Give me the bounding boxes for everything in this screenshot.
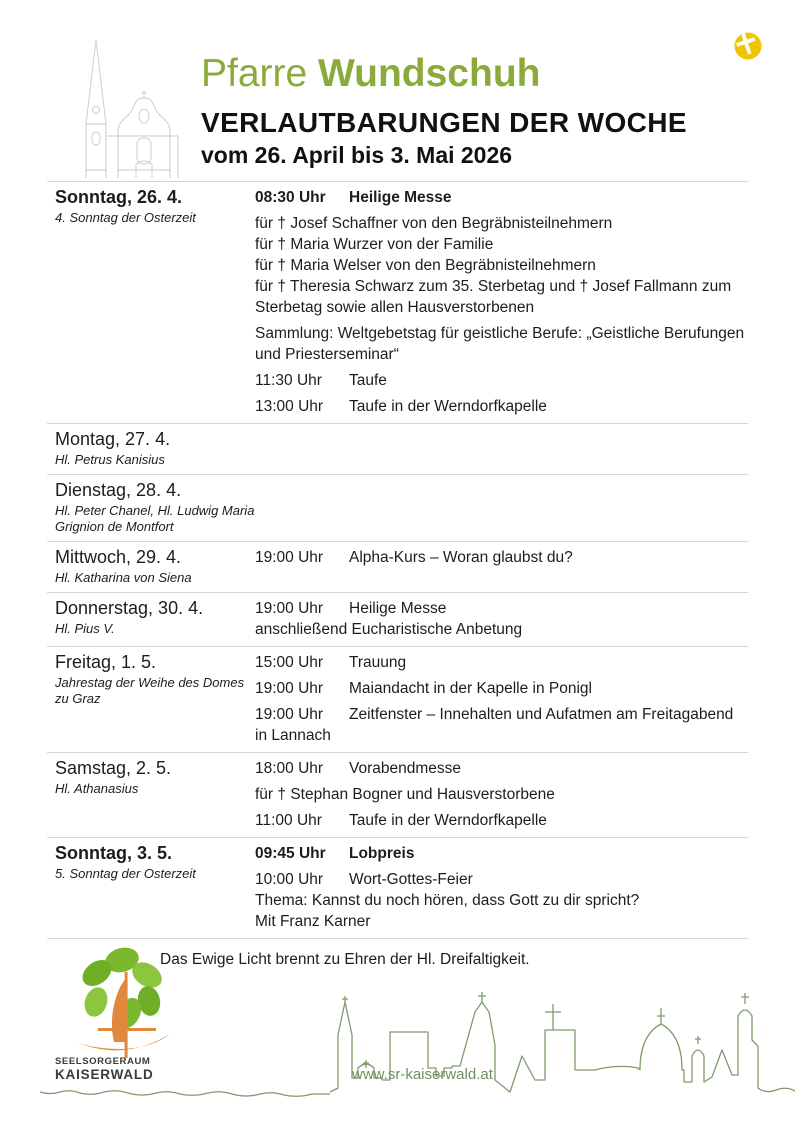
intention-line: für † Maria Wurzer von der Familie xyxy=(255,236,494,253)
day-column xyxy=(47,479,255,535)
event-entry xyxy=(255,187,748,208)
logo-line1: SEELSORGERAUM xyxy=(55,1056,151,1067)
day-date: Sonntag, 26. 4. xyxy=(55,187,183,207)
event-title: Taufe xyxy=(349,372,387,389)
day-row xyxy=(47,474,748,541)
event-time: 19:00 Uhr xyxy=(255,549,324,566)
event-entry xyxy=(255,810,748,831)
event-continuation-line: Thema: Kannst du noch hören, dass Gott zu dir spricht? xyxy=(255,892,640,909)
intention-line: für † Maria Welser von den Begräbnisteilnehmern xyxy=(255,257,596,274)
day-liturgical-note: 4. Sonntag der Osterzeit xyxy=(55,210,196,225)
day-date: Montag, 27. 4. xyxy=(55,429,171,449)
event-entry xyxy=(255,652,748,673)
day-column xyxy=(47,597,255,640)
event-title: Heilige Messe xyxy=(349,600,447,617)
day-row xyxy=(47,752,748,837)
day-row xyxy=(47,837,748,939)
church-line-drawing xyxy=(66,36,182,178)
intention-line: für † Josef Schaffner von den Begräbnisteilnehmern xyxy=(255,215,613,232)
event-entry xyxy=(255,758,748,779)
events-column xyxy=(255,546,748,586)
events-column xyxy=(255,757,748,831)
diocese-cross-icon xyxy=(731,29,765,63)
event-title: Vorabendmesse xyxy=(349,760,462,777)
event-time: 19:00 Uhr xyxy=(255,706,324,723)
event-time: 13:00 Uhr xyxy=(255,398,324,415)
day-date: Samstag, 2. 5. xyxy=(55,758,172,778)
event-time: 19:00 Uhr xyxy=(255,680,324,697)
intention-line: für † Stephan Bogner und Hausverstorbene xyxy=(255,786,555,803)
events-column xyxy=(255,428,748,468)
event-title: Heilige Messe xyxy=(349,189,452,206)
events-column xyxy=(255,186,748,417)
day-row xyxy=(47,423,748,474)
event-title: Trauung xyxy=(349,654,407,671)
event-title: Zeitfenster – Innehalten und Aufatmen am Freitagabend in Lannach xyxy=(255,706,734,744)
event-title: Maiandacht in der Kapelle in Ponigl xyxy=(349,680,592,697)
event-entry xyxy=(255,598,748,640)
event-time: 10:00 Uhr xyxy=(255,871,324,888)
day-column xyxy=(47,651,255,746)
events-column xyxy=(255,597,748,640)
parish-title xyxy=(201,52,687,96)
day-date: Freitag, 1. 5. xyxy=(55,652,157,672)
event-time: 19:00 Uhr xyxy=(255,600,324,617)
day-date: Dienstag, 28. 4. xyxy=(55,480,182,500)
event-title: Alpha-Kurs – Woran glaubst du? xyxy=(349,549,573,566)
website-url: www.sr-kaiserwald.at xyxy=(352,1066,493,1083)
day-liturgical-note: 5. Sonntag der Osterzeit xyxy=(55,866,196,881)
event-entry xyxy=(255,869,748,932)
parish-prefix: Pfarre xyxy=(201,52,319,95)
city-skyline-drawing xyxy=(0,980,795,1124)
event-entry xyxy=(255,547,748,568)
masthead xyxy=(201,52,687,168)
event-time: 11:30 Uhr xyxy=(255,372,322,389)
event-entry xyxy=(255,843,748,864)
events-column xyxy=(255,651,748,746)
events-column xyxy=(255,479,748,535)
event-title: Wort-Gottes-Feier xyxy=(349,871,473,888)
intention-line: Sammlung: Weltgebetstag für geistliche Berufe: „Geistliche Berufungen und Priesterseminar“ xyxy=(255,325,745,363)
event-time: 18:00 Uhr xyxy=(255,760,324,777)
day-row xyxy=(47,181,748,423)
event-text-block xyxy=(255,784,748,805)
event-entry xyxy=(255,678,748,699)
day-column xyxy=(47,546,255,586)
day-column xyxy=(47,186,255,417)
event-entry xyxy=(255,370,748,391)
day-row xyxy=(47,592,748,646)
day-row xyxy=(47,541,748,592)
event-title: Taufe in der Werndorfkapelle xyxy=(349,398,547,415)
date-range: vom 26. April bis 3. Mai 2026 xyxy=(201,142,513,168)
day-liturgical-note: Hl. Pius V. xyxy=(55,621,115,636)
day-column xyxy=(47,842,255,932)
event-text-block xyxy=(255,323,748,365)
intention-line: für † Theresia Schwarz zum 35. Sterbetag und † Josef Fallmann zum Sterbetag sowie allen Hausverstorbenen xyxy=(255,278,732,316)
eternal-light-note: Das Ewige Licht brennt zu Ehren der Hl. Dreifaltigkeit. xyxy=(160,951,530,968)
event-entry xyxy=(255,396,748,417)
event-time: 08:30 Uhr xyxy=(255,189,326,206)
event-text-block xyxy=(255,213,748,318)
event-time: 11:00 Uhr xyxy=(255,812,322,829)
day-date: Sonntag, 3. 5. xyxy=(55,843,173,863)
day-row xyxy=(47,646,748,752)
page-title: VERLAUTBARUNGEN DER WOCHE xyxy=(201,107,687,138)
event-title: Taufe in der Werndorfkapelle xyxy=(349,812,547,829)
day-liturgical-note: Hl. Petrus Kanisius xyxy=(55,452,165,467)
logo-line2: KAISERWALD xyxy=(55,1067,154,1082)
day-liturgical-note: Hl. Athanasius xyxy=(55,781,139,796)
event-title: Lobpreis xyxy=(349,845,415,862)
day-column xyxy=(47,428,255,468)
day-liturgical-note: Hl. Peter Chanel, Hl. Ludwig Maria Grignion de Montfort xyxy=(55,503,255,534)
event-entry xyxy=(255,704,748,746)
day-date: Mittwoch, 29. 4. xyxy=(55,547,182,567)
parish-name: Wundschuh xyxy=(318,52,541,95)
event-time: 09:45 Uhr xyxy=(255,845,326,862)
events-column xyxy=(255,842,748,932)
event-continuation-line: anschließend Eucharistische Anbetung xyxy=(255,621,523,638)
event-time: 15:00 Uhr xyxy=(255,654,324,671)
day-liturgical-note: Jahrestag der Weihe des Domes zu Graz xyxy=(55,675,245,706)
day-liturgical-note: Hl. Katharina von Siena xyxy=(55,570,192,585)
event-continuation-line: Mit Franz Karner xyxy=(255,913,371,930)
day-column xyxy=(47,757,255,831)
day-date: Donnerstag, 30. 4. xyxy=(55,598,204,618)
